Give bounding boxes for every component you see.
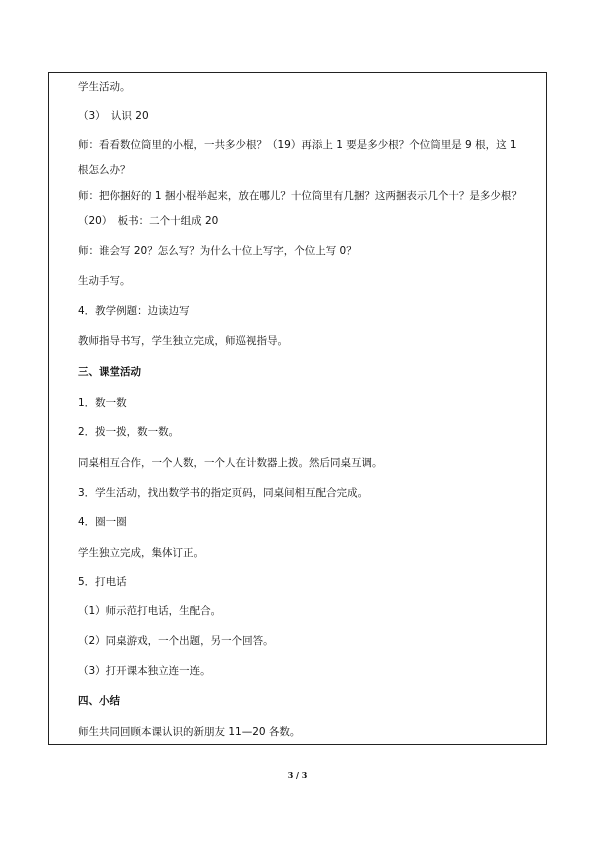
text-line: 5．打电话 <box>78 576 127 588</box>
text-line: 4．圈一圈 <box>78 516 127 528</box>
section-heading: 四、小结 <box>78 695 120 707</box>
text-line: 师生共同回顾本课认识的新朋友 11—20 各数。 <box>78 726 301 738</box>
text-line: 教师指导书写，学生独立完成，师巡视指导。 <box>78 335 288 347</box>
text-paragraph: 师：把你捆好的 1 捆小棍举起来，放在哪儿？十位筒里有几捆？这两捆表示几个十？是多少根？（20） 板书：二个十组成 20 <box>78 190 522 227</box>
text-line: 2．拨一拨，数一数。 <box>78 426 180 438</box>
text-line: 学生活动。 <box>78 81 131 93</box>
text-line: （2）同桌游戏，一个出题，另一个回答。 <box>78 635 274 647</box>
text-line: （3）打开课本独立连一连。 <box>78 665 211 677</box>
text-line: （3） 认识 20 <box>78 110 149 122</box>
section-heading: 三、课堂活动 <box>78 366 141 378</box>
text-line: 师：谁会写 20？怎么写？为什么十位上写字，个位上写 0？ <box>78 245 357 257</box>
page-number: 3 / 3 <box>287 770 308 780</box>
text-line: 4．教学例题：边读边写 <box>78 305 190 317</box>
text-paragraph: 师：看看数位筒里的小棍，一共多少根？（19）再添上 1 要是多少根？个位筒里是 9 根，这 1 根怎么办？ <box>78 139 517 176</box>
text-line: 学生独立完成，集体订正。 <box>78 547 204 559</box>
text-line: 生动手写。 <box>78 275 131 287</box>
text-line: 1．数一数 <box>78 397 127 409</box>
text-line: 3．学生活动，找出数学书的指定页码，同桌间相互配合完成。 <box>78 487 369 499</box>
text-line: （1）师示范打电话，生配合。 <box>78 605 222 617</box>
text-line: 同桌相互合作，一个人数，一个人在计数器上拨。然后同桌互调。 <box>78 457 383 469</box>
